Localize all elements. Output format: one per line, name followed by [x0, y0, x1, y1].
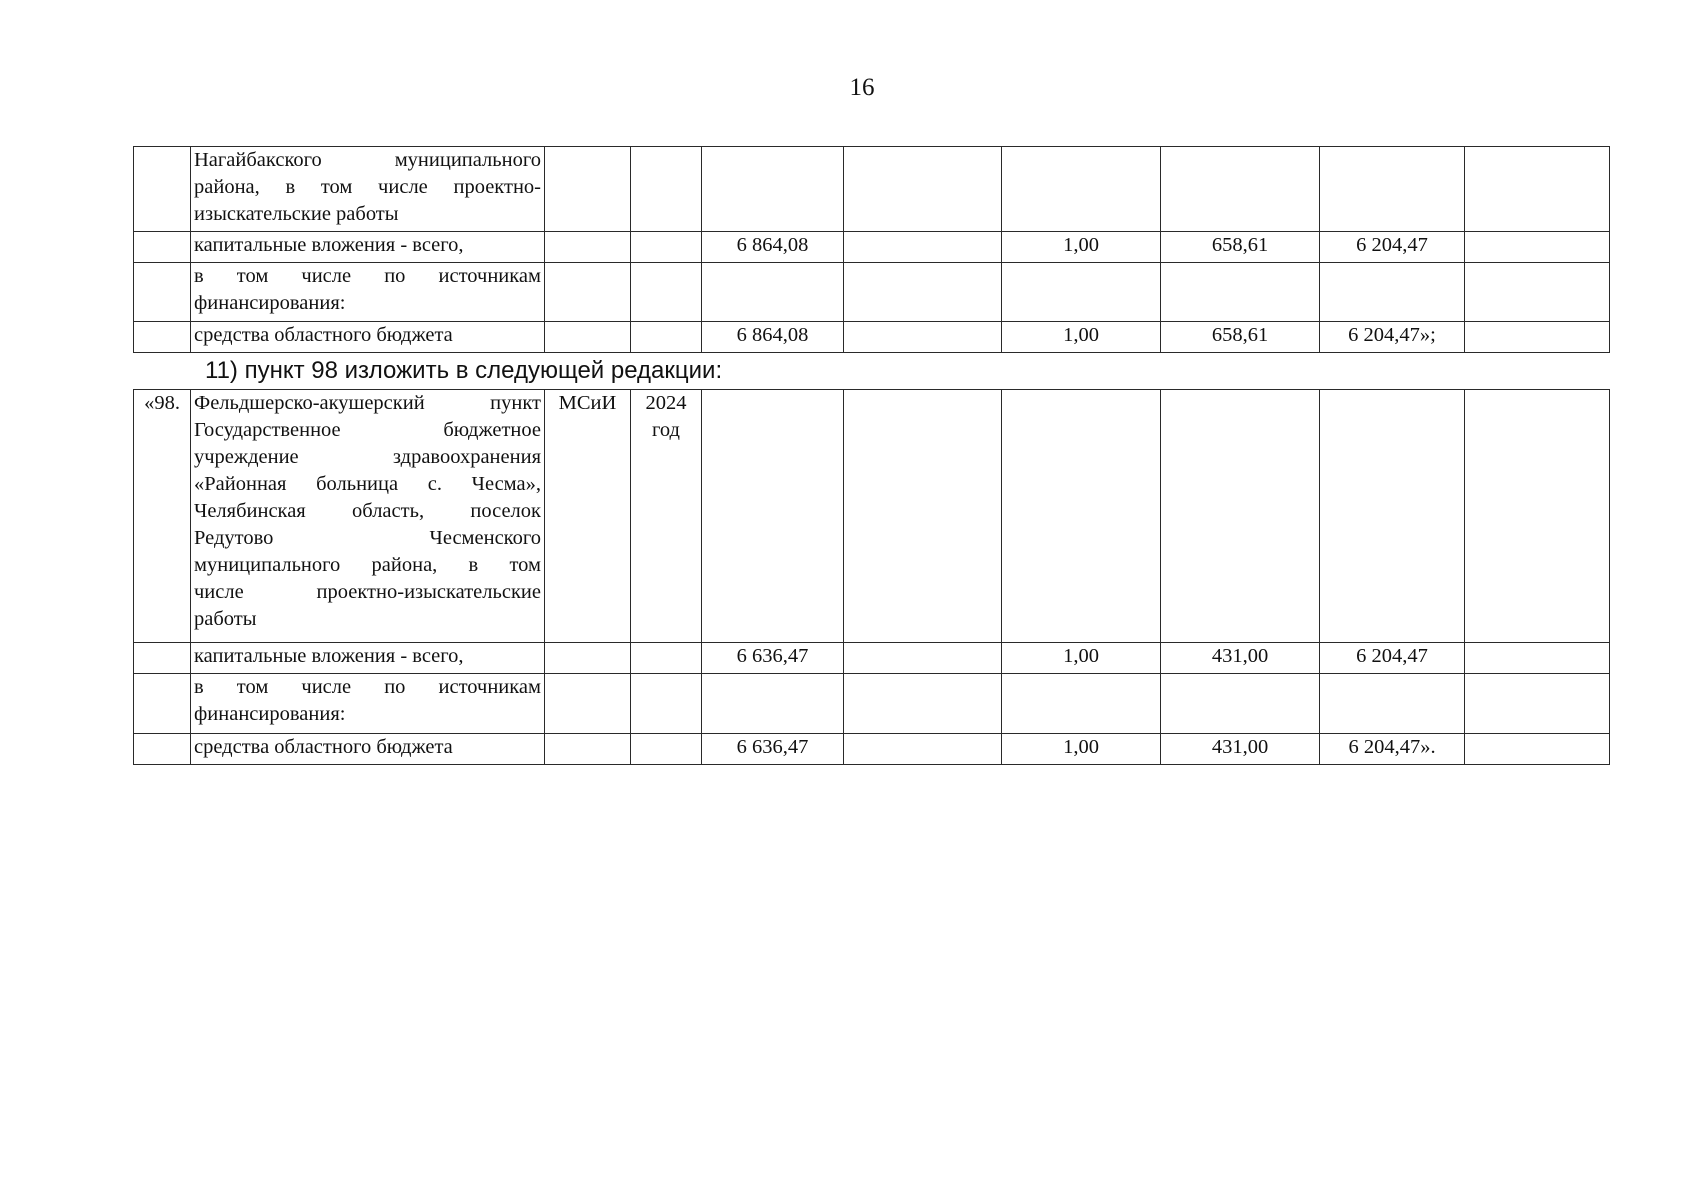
responsible-cell: МСиИ: [545, 390, 631, 643]
year-2024-cell: 1,00: [1002, 322, 1161, 353]
page-number: 16: [849, 74, 875, 101]
year-2026-cell: 6 204,47: [1320, 643, 1465, 674]
row-label: капитальные вложения - всего,: [191, 643, 545, 674]
table-row: [134, 674, 1610, 734]
year-cell: 2024 год: [631, 390, 702, 643]
total-cost-cell: 6 864,08: [702, 232, 844, 263]
budget-table-item-98: [133, 389, 1610, 765]
total-cost-cell: 6 636,47: [702, 643, 844, 674]
object-description-cell: Фельдшерско-акушерский пункт Государственное бюджетное учреждение здравоохранения «Районная больница с. Чесма», Челябинская область, поселок Редутово Чесменского муниципального района, в том числе проектно-изыскательские работы: [191, 390, 545, 643]
year-2024-cell: 1,00: [1002, 643, 1161, 674]
row-number-cell: [134, 147, 191, 232]
table-row: [134, 232, 1610, 263]
table-row: [134, 390, 1610, 643]
row-label: капитальные вложения - всего,: [191, 232, 545, 263]
year-cell: [631, 147, 702, 232]
table-row: [134, 147, 1610, 232]
year-2025-cell: 658,61: [1161, 232, 1320, 263]
object-description-cell: Нагайбакского муниципального района, в том числе проектно- изыскательские работы: [191, 147, 545, 232]
row-label: в том числе по источникам финансирования:: [191, 263, 545, 322]
year-2026-cell: 6 204,47».: [1320, 734, 1465, 765]
year-2025-cell: 658,61: [1161, 322, 1320, 353]
year-2026-cell: 6 204,47: [1320, 232, 1465, 263]
row-label: в том числе по источникам финансирования:: [191, 674, 545, 734]
year-2025-cell: 431,00: [1161, 643, 1320, 674]
table-row: [134, 643, 1610, 674]
amendment-instruction: 11) пункт 98 изложить в следующей редакции:: [205, 357, 723, 384]
row-label: средства областного бюджета: [191, 322, 545, 353]
total-cost-cell: 6 864,08: [702, 322, 844, 353]
year-2026-cell: 6 204,47»;: [1320, 322, 1465, 353]
year-2025-cell: 431,00: [1161, 734, 1320, 765]
total-cost-cell: 6 636,47: [702, 734, 844, 765]
year-2024-cell: 1,00: [1002, 734, 1161, 765]
budget-table-continuation: [133, 146, 1610, 353]
table-row: [134, 734, 1610, 765]
row-label: средства областного бюджета: [191, 734, 545, 765]
table-row: [134, 263, 1610, 322]
responsible-cell: [545, 147, 631, 232]
row-number-cell: «98.: [134, 390, 191, 643]
table-row: [134, 322, 1610, 353]
year-2024-cell: 1,00: [1002, 232, 1161, 263]
